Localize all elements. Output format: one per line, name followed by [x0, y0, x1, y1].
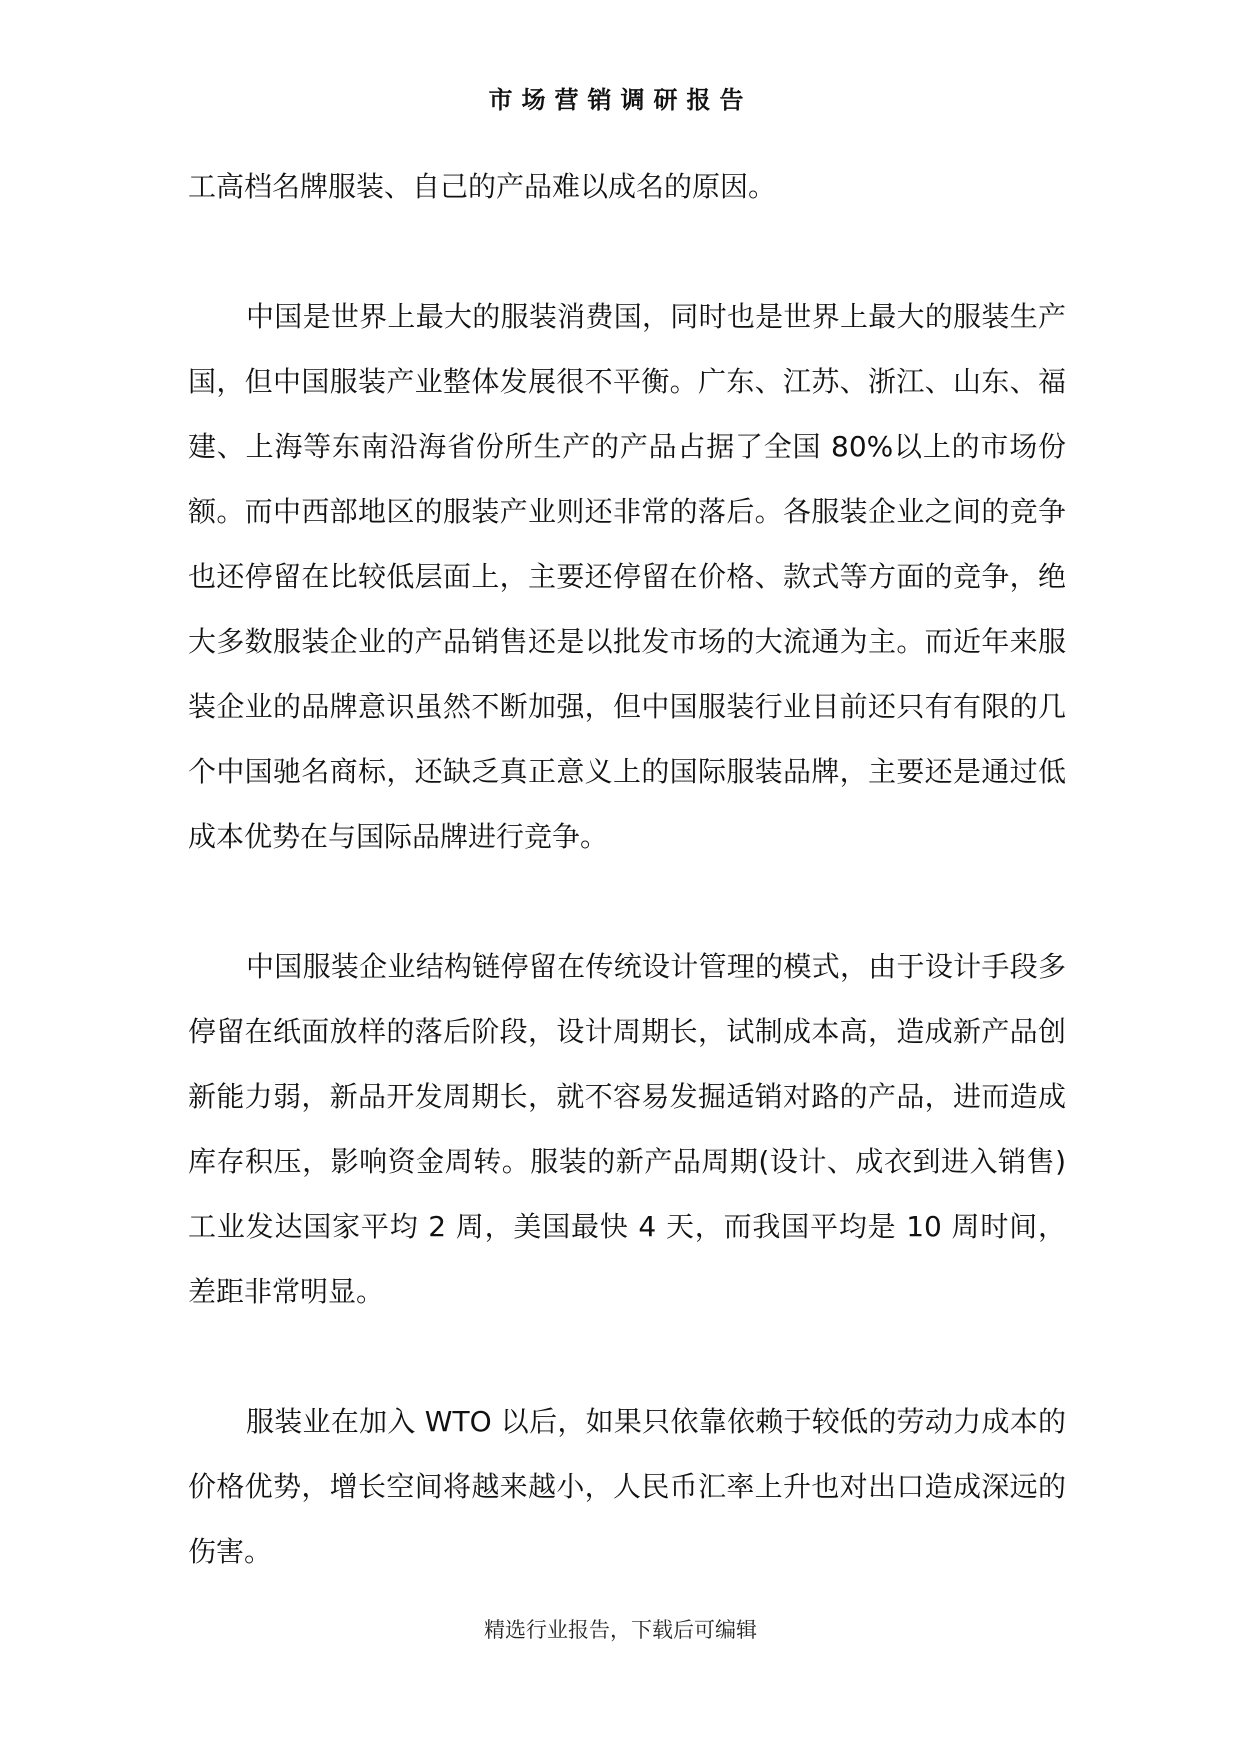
paragraph-wto-impact: 服装业在加入 WTO 以后，如果只依靠依赖于较低的劳动力成本的价格优势，增长空间将越来越小，人民币汇率上升也对出口造成深远的伤害。	[188, 1405, 1066, 1568]
document-body	[188, 154, 1066, 1584]
page-header-title: 市场营销调研报告	[488, 85, 753, 114]
paragraph-design-management: 中国服装企业结构链停留在传统设计管理的模式，由于设计手段多停留在纸面放样的落后阶段，设计周期长，试制成本高，造成新产品创新能力弱，新品开发周期长，就不容易发掘适销对路的产品，进而造成库存积压，影响资金周转。服装的新产品周期(设计、成衣到进入销售)工业发达国家平均 2 周，美国最快 4 天，而我国平均是 10 周时间，差距非常明显。	[188, 950, 1066, 1308]
paragraph-continuation: 工高档名牌服装、自己的产品难以成名的原因。	[188, 170, 777, 203]
paragraph-gap	[188, 219, 1066, 284]
page-footer: 精选行业报告，下载后可编辑	[484, 1618, 757, 1642]
paragraph-gap	[188, 1324, 1066, 1389]
paragraph-gap	[188, 869, 1066, 934]
paragraph-industry-overview: 中国是世界上最大的服装消费国，同时也是世界上最大的服装生产国，但中国服装产业整体发展很不平衡。广东、江苏、浙江、山东、福建、上海等东南沿海省份所生产的产品占据了全国 80%以上的市场份额。而中西部地区的服装产业则还非常的落后。各服装企业之间的竞争也还停留在比较低层面上，主要还停留在价格、款式等方面的竞争，绝大多数服装企业的产品销售还是以批发市场的大流通为主。而近年来服装企业的品牌意识虽然不断加强，但中国服装行业目前还只有有限的几个中国驰名商标，还缺乏真正意义上的国际服装品牌，主要还是通过低成本优势在与国际品牌进行竞争。	[188, 300, 1066, 853]
